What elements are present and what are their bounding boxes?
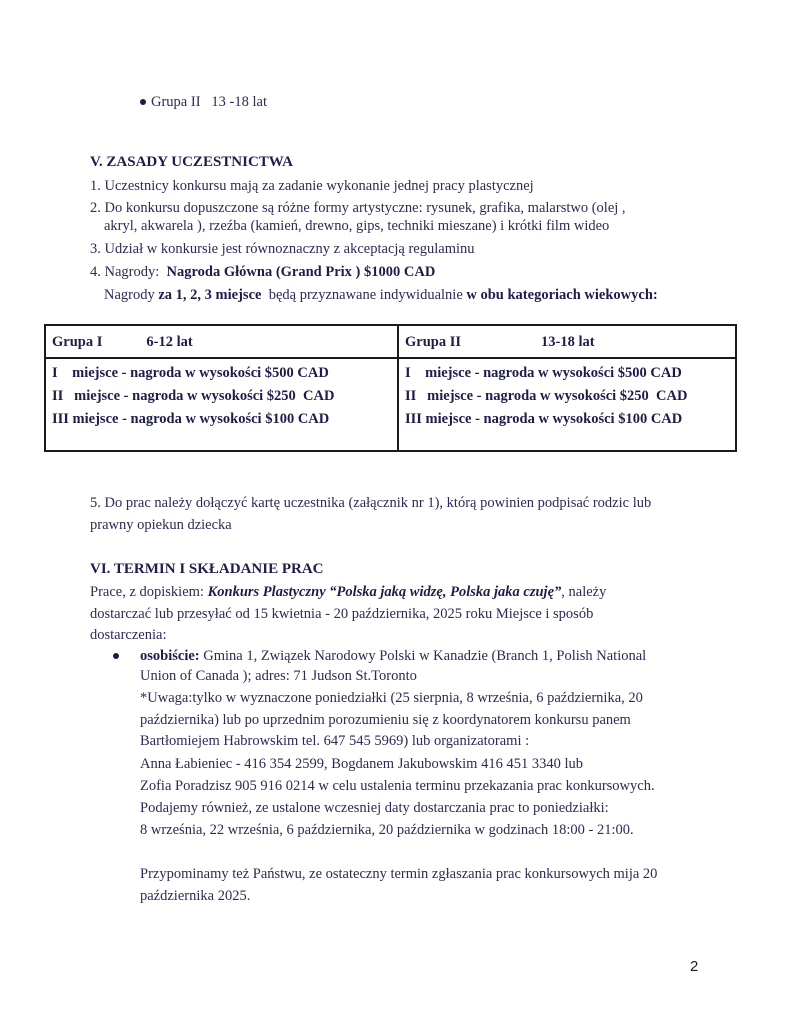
delivery-line: *Uwaga:tylko w wyznaczone poniedziałki (25 sierpnia, 8 września, 6 października, 20	[140, 690, 643, 706]
prizes-text: Nagrody	[104, 287, 159, 303]
delivery-line: Podajemy również, ze ustalone wczesniej daty dostarczania prac to poniedziałki:	[140, 800, 609, 816]
section-vi-intro-line2: dostarczać lub przesyłać od 15 kwietnia - 20 października, 2025 roku Miejsce i sposób	[90, 606, 594, 622]
prize-table	[44, 324, 737, 452]
table-divider	[397, 326, 399, 450]
delivery-line: Union of Canada ); adres: 71 Judson St.Toronto	[140, 668, 417, 684]
group-label: Grupa II	[151, 94, 201, 110]
grand-prix: Nagroda Główna (Grand Prix ) $1000 CAD	[166, 264, 436, 280]
section-vi-title: VI. TERMIN I SKŁADANIE PRAC	[90, 561, 324, 577]
rule-4-prefix: 4. Nagrody:	[90, 264, 160, 280]
reminder-line: października 2025.	[140, 888, 251, 904]
rule-4	[90, 264, 435, 281]
rule-5-cont: prawny opiekun dziecka	[90, 517, 232, 533]
rule-1: 1. Uczestnicy konkursu mają za zadanie wykonanie jednej pracy plastycznej	[90, 178, 534, 194]
rule-3: 3. Udział w konkursie jest równoznaczny z akceptacją regulaminu	[90, 241, 475, 257]
delivery-line: Anna Łabieniec - 416 354 2599, Bogdanem Jakubowskim 416 451 3340 lub	[140, 756, 583, 772]
section-vi-intro-line3: dostarczenia:	[90, 627, 167, 643]
delivery-line: Bartłomiejem Habrowskim tel. 647 545 5969) lub organizatorami :	[140, 733, 530, 749]
delivery-bullet	[113, 648, 124, 665]
delivery-label: osobiście:	[140, 648, 200, 664]
delivery-text: Gmina 1, Związek Narodowy Polski w Kanadzie (Branch 1, Polish National	[199, 648, 647, 664]
table-header-divider	[46, 357, 735, 359]
bullet-icon	[113, 653, 119, 659]
prizes-categories: w obu kategoriach wiekowych:	[466, 287, 658, 303]
prizes-line	[104, 287, 658, 304]
reminder-line: Przypominamy też Państwu, ze ostateczny termin zgłaszania prac konkursowych mija 20	[140, 866, 658, 882]
intro-text: Prace, z dopiskiem:	[90, 584, 208, 600]
rule-2: 2. Do konkursu dopuszczone są różne formy artystyczne: rysunek, grafika, malarstwo (olej ,	[90, 200, 626, 216]
group-range: 13 -18 lat	[211, 94, 267, 110]
delivery-in-person	[140, 648, 646, 665]
rule-2-cont: akryl, akwarela ), rzeźba (kamień, drewno, gips, techniki mieszane) i krótki film wideo	[104, 218, 610, 234]
contest-name: Konkurs Plastyczny “Polska jaką widzę, Polska jaka czuję”	[207, 584, 562, 600]
table-row: II miejsce - nagroda w wysokości $250 CAD	[52, 388, 335, 404]
prizes-text-2: będą przyznawane indywidualnie	[261, 287, 467, 303]
table-row: III miejsce - nagroda w wysokości $100 CAD	[52, 411, 330, 427]
prizes-places: za 1, 2, 3 miejsce	[158, 287, 262, 303]
section-v-title: V. ZASADY UCZESTNICTWA	[90, 154, 293, 170]
age-group-bullet	[140, 94, 267, 111]
delivery-line: Zofia Poradzisz 905 916 0214 w celu ustalenia terminu przekazania prac konkursowych.	[140, 778, 655, 794]
table-row: III miejsce - nagroda w wysokości $100 CAD	[405, 411, 683, 427]
intro-suffix: , należy	[561, 584, 607, 600]
delivery-line: 8 września, 22 września, 6 października, 20 października w godzinach 18:00 - 21:00.	[140, 822, 634, 838]
bullet-icon	[140, 99, 146, 105]
table-row: I miejsce - nagroda w wysokości $500 CAD	[405, 365, 682, 381]
table-header-group-2: Grupa II 13-18 lat	[405, 334, 595, 350]
section-vi-intro	[90, 584, 606, 601]
rule-5: 5. Do prac należy dołączyć kartę uczestnika (załącznik nr 1), którą powinien podpisać rodzic lub	[90, 495, 652, 511]
delivery-line: października) lub po uprzednim porozumieniu się z koordynatorem konkursu panem	[140, 712, 631, 728]
page-number: 2	[690, 958, 699, 975]
table-header-group-1: Grupa I 6-12 lat	[52, 334, 193, 350]
table-row: II miejsce - nagroda w wysokości $250 CAD	[405, 388, 688, 404]
table-row: I miejsce - nagroda w wysokości $500 CAD	[52, 365, 329, 381]
